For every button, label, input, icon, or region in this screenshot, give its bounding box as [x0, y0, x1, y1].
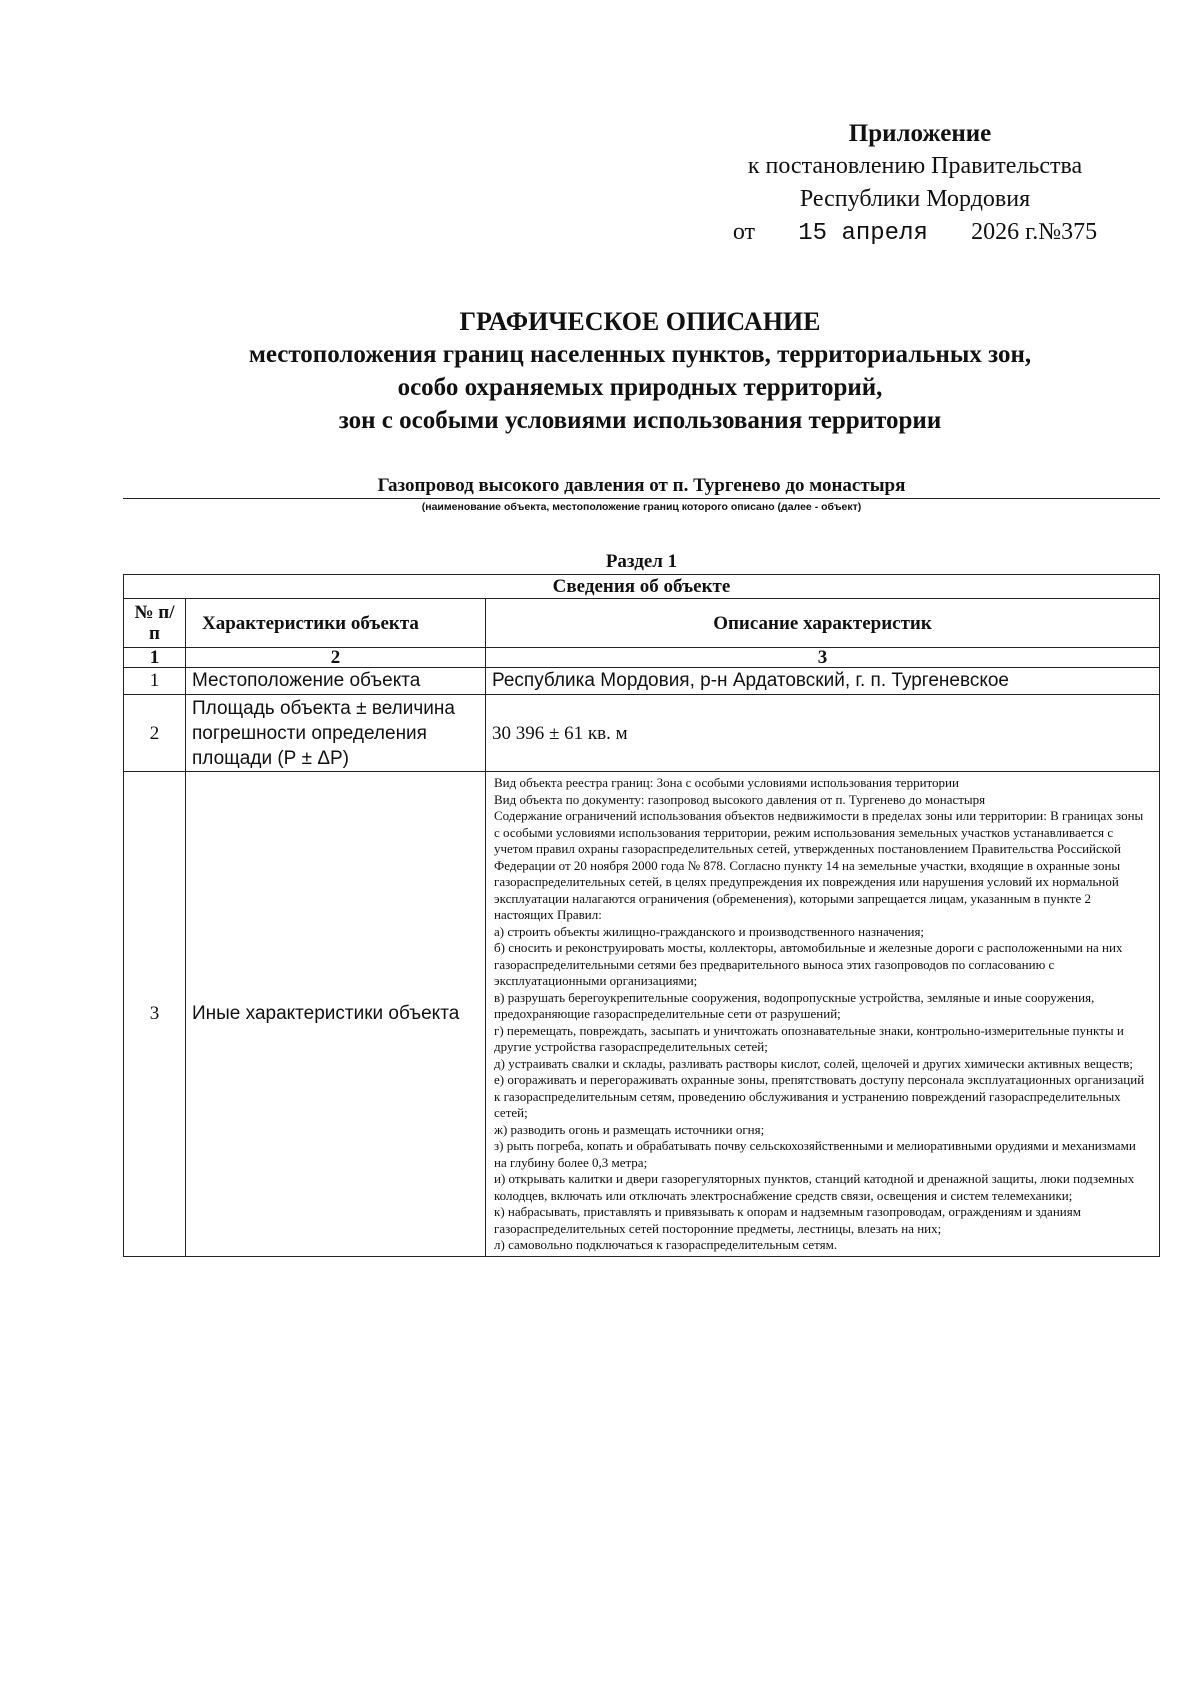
document-title [120, 305, 1160, 437]
row-value: 30 396 ± 61 кв. м [486, 695, 1160, 772]
object-name-hint: (наименование объекта, местоположение границ которого описано (далее - объект) [421, 501, 862, 513]
column-number-row [124, 648, 1160, 668]
table-row [124, 695, 1160, 772]
value-line: а) строить объекты жилищно-гражданского и производственного назначения; [494, 923, 925, 939]
table-row [124, 668, 1160, 695]
row-number: 2 [124, 695, 186, 772]
appendix-title: Приложение [848, 120, 992, 147]
date-day-month: 15 апреля [798, 220, 928, 247]
value-line: Вид объекта по документу: газопровод высокого давления от п. Тургенево до монастыря [494, 791, 986, 807]
value-line: ж) разводить огонь и размещать источники огня; [494, 1121, 765, 1137]
header-characteristic: Характеристики объекта [186, 599, 486, 648]
column-number: 3 [486, 648, 1160, 668]
document-number: №375 [1038, 219, 1098, 245]
object-name-block [123, 475, 1160, 514]
table-header-row [124, 599, 1160, 648]
value-line: д) устраивать свалки и склады, разливать растворы кислот, солей, щелочей и других химически активных веществ; [494, 1055, 1134, 1071]
column-number: 1 [124, 648, 186, 668]
section-title: Раздел 1 [605, 551, 678, 572]
value-line: г) перемещать, повреждать, засыпать и уничтожать опознавательные знаки, контрольно-измерительные пункты и другие устройства газораспределительных сетей; [494, 1022, 1124, 1054]
appendix-line-1: к постановлению Правительства [747, 153, 1083, 179]
value-line: Содержание ограничений использования объектов недвижимости в пределах зоны или территории: В границах зоны с особыми условиями использования территории, режим использования земельных участков устанавливается с учетом правил охраны газораспределительных сетей, утвержденных постановлением Правительства Российской Федерации от 20 ноября 2000 года № 878. Согласно пункту 14 на земельные участки, входящие в охранные зоны газораспределительных сетей, в целях предупреждения их повреждения или нарушения условий их нормальной эксплуатации налагаются ограничения (обременения), которыми запрещается лицам, указанным в пункте 2 настоящих Правил: [494, 808, 1144, 922]
row-label: Иные характеристики объекта [186, 772, 486, 1257]
value-line: з) рыть погреба, копать и обрабатывать почву сельскохозяйственными и мелиоративными орудиями и механизмами на глубину более 0,3 метра; [494, 1138, 1136, 1170]
header-number: № п/п [124, 599, 186, 648]
row-number: 1 [124, 668, 186, 695]
value-line: и) открывать калитки и двери газорегуляторных пунктов, станций катодной и дренажной защиты, люки подземных колодцев, включать или отключать электроснабжение средств связи, освещения и систем телемеханики; [494, 1171, 1135, 1203]
row-number: 3 [124, 772, 186, 1257]
row-label: Местоположение объекта [186, 668, 486, 695]
title-line-3: особо охраняемых природных территорий, [397, 374, 883, 401]
column-number: 2 [186, 648, 486, 668]
row-label: Площадь объекта ± величина погрешности определения площади (Р ± ΔР) [186, 695, 486, 772]
table-caption: Сведения об объекте [124, 575, 1160, 599]
title-line-4: зон с особыми условиями использования территории [338, 407, 942, 434]
row-value: Республика Мордовия, р-н Ардатовский, г. п. Тургеневское [486, 668, 1160, 695]
appendix-date [700, 216, 1130, 250]
value-line: к) набрасывать, приставлять и привязывать к опорам и надземным газопроводам, ограждениям и зданиям газораспределительных сетей посторонние предметы, лестницы, влезать на них; [494, 1204, 1081, 1236]
appendix-line-2: Республики Мордовия [799, 186, 1031, 212]
value-line: в) разрушать берегоукрепительные сооружения, водопропускные устройства, земляные и иные сооружения, предохраняющие газораспределительные сети от разрушений; [494, 989, 1095, 1021]
table-caption-row [124, 575, 1160, 599]
value-line: Вид объекта реестра границ: Зона с особыми условиями использования территории [494, 775, 959, 790]
title-line-2: местоположения границ населенных пунктов, территориальных зон, [248, 341, 1032, 368]
value-line: е) огораживать и перегораживать охранные зоны, препятствовать доступу персонала эксплуатационных организаций к газораспределительным сетям, проведению обслуживания и устранению повреждений газораспределительных сетей; [494, 1072, 1145, 1120]
table-row [124, 772, 1160, 1257]
title-line-1: ГРАФИЧЕСКОЕ ОПИСАНИЕ [459, 307, 821, 336]
object-info-table [123, 574, 1160, 1257]
date-prefix: от [732, 219, 756, 245]
value-line: б) сносить и реконструировать мосты, коллекторы, автомобильные и железные дороги с расположенными на них газораспределительными сетями без предварительного выноса этих газопроводов по согласованию с эксплуатационными организациями; [494, 940, 1123, 988]
date-year: 2026 г. [971, 219, 1039, 245]
object-name: Газопровод высокого давления от п. Тургенево до монастыря [123, 475, 1160, 499]
appendix-header [700, 117, 1130, 250]
value-line: л) самовольно подключаться к газораспределительным сетям. [494, 1237, 838, 1252]
row-value-text [486, 772, 1160, 1257]
header-description: Описание характеристик [486, 599, 1160, 648]
